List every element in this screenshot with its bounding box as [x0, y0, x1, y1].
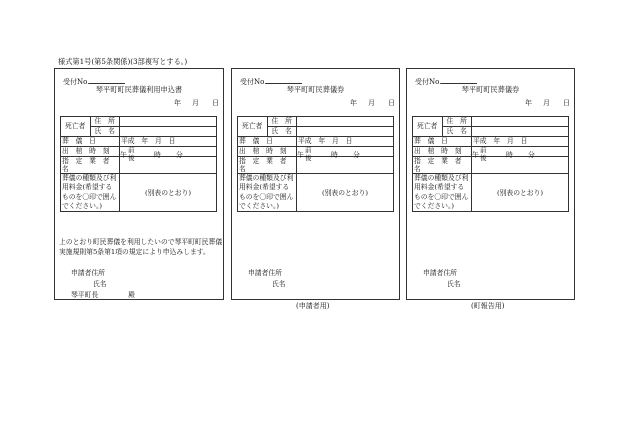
funeral-date-label: 葬 儀 日: [413, 137, 472, 147]
funeral-date-label: 葬 儀 日: [61, 137, 120, 147]
name-label: 氏 名: [267, 127, 297, 137]
kind-label: 葬儀の種類及び利用料金(希望するものを〇印で囲んでください。): [413, 174, 472, 212]
form-table: [60, 116, 217, 212]
panel-title: 琴平町町民葬儀券: [286, 85, 345, 94]
applicant-address-label: 申請者住所: [423, 269, 457, 277]
departure-time-label: 出 棺 時 刻: [61, 147, 120, 157]
name-label: 氏 名: [442, 127, 472, 137]
applicant-name-label: 氏名: [272, 280, 286, 288]
name-field[interactable]: [120, 127, 217, 137]
kind-value: (別表のとおり): [472, 174, 569, 212]
vendor-label: 指 定 業 者 名: [238, 157, 297, 174]
departure-time-field[interactable]: 午 前 後 時 分: [297, 147, 394, 157]
kind-value: (別表のとおり): [120, 174, 217, 212]
funeral-date-field[interactable]: 平成 年 月 日: [120, 137, 217, 147]
address-field[interactable]: [297, 117, 394, 127]
date-line: 年 月 日: [174, 99, 219, 107]
address-label: 住 所: [90, 117, 120, 127]
applicant-name-label: 氏名: [93, 280, 107, 288]
kind-label: 葬儀の種類及び利用料金(希望するものを〇印で囲んでください。): [238, 174, 297, 212]
applicant-name-label: 氏名: [447, 280, 461, 288]
panel-title: 琴平町町民葬儀利用申込書: [95, 85, 183, 94]
date-line: 年 月 日: [525, 99, 570, 107]
application-form-panel: [54, 68, 224, 300]
kind-label: 葬儀の種類及び利用料金(希望するものを〇印で囲んでください。): [61, 174, 120, 212]
departure-time-label: 出 棺 時 刻: [238, 147, 297, 157]
funeral-date-field[interactable]: 平成 年 月 日: [472, 137, 569, 147]
funeral-date-field[interactable]: 平成 年 月 日: [297, 137, 394, 147]
funeral-date-label: 葬 儀 日: [238, 137, 297, 147]
applicant-address-label: 申請者住所: [71, 269, 105, 277]
copy-label-applicant: (申請者用): [296, 302, 330, 310]
mayor-label: 琴平町長 殿: [71, 291, 135, 299]
departure-time-field[interactable]: 午 前 後 時 分: [120, 147, 217, 157]
name-label: 氏 名: [90, 127, 120, 137]
town-report-ticket-panel: [406, 68, 575, 300]
vendor-label: 指 定 業 者 名: [413, 157, 472, 174]
deceased-label: 死亡者: [61, 117, 91, 137]
copy-label-town-report: (町報告用): [471, 302, 505, 310]
kind-value: (別表のとおり): [297, 174, 394, 212]
form-table: [237, 116, 394, 212]
receipt-number: 受付No.: [240, 77, 302, 86]
name-field[interactable]: [472, 127, 569, 137]
address-label: 住 所: [267, 117, 297, 127]
deceased-label: 死亡者: [413, 117, 443, 137]
panel-title: 琴平町町民葬儀券: [461, 85, 520, 94]
form-table: [412, 116, 569, 212]
departure-time-label: 出 棺 時 刻: [413, 147, 472, 157]
receipt-number: 受付No.: [63, 77, 125, 86]
address-field[interactable]: [120, 117, 217, 127]
address-field[interactable]: [472, 117, 569, 127]
receipt-number: 受付No.: [415, 77, 477, 86]
vendor-label: 指 定 業 者 名: [61, 157, 120, 174]
departure-time-field[interactable]: 午 前 後 時 分: [472, 147, 569, 157]
date-line: 年 月 日: [350, 99, 395, 107]
applicant-address-label: 申請者住所: [248, 269, 282, 277]
address-label: 住 所: [442, 117, 472, 127]
application-statement: 上のとおり町民葬儀を利用したいので琴平町町民葬儀実施規則第5条第1項の規定により申込みします。: [59, 238, 223, 256]
name-field[interactable]: [297, 127, 394, 137]
applicant-ticket-panel: [231, 68, 400, 300]
deceased-label: 死亡者: [238, 117, 268, 137]
form-header: 様式第1号(第5条関係)(3部複写とする。): [58, 57, 188, 66]
